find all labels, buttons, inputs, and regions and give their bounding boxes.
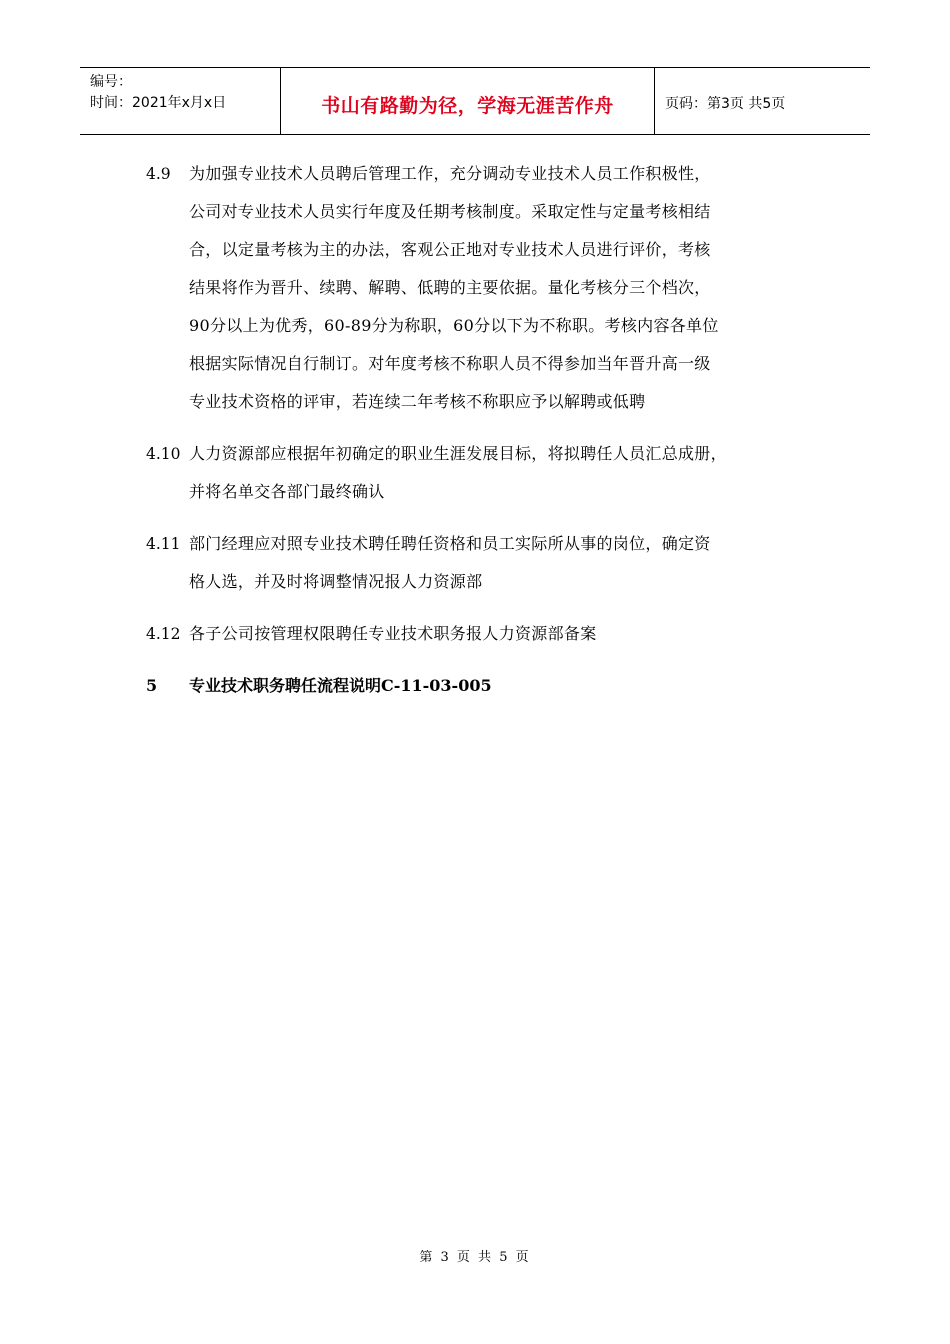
clause-line: 各子公司按管理权限聘任专业技术职务报人力资源部备案	[189, 624, 597, 643]
clause-line: 格人选，并及时将调整情况报人力资源部	[189, 572, 483, 591]
clause-number: 4.11	[146, 535, 181, 553]
document-header	[80, 67, 870, 135]
document-date-label: 时间：2021年x月x日	[90, 95, 227, 111]
section-title: 专业技术职务聘任流程说明C-11-03-005	[189, 676, 492, 695]
clause-text	[189, 155, 826, 421]
clause-line: 合，以定量考核为主的办法，客观公正地对专业技术人员进行评价，考核	[189, 240, 711, 259]
section-number: 5	[146, 676, 158, 695]
clause-4-10	[146, 435, 826, 511]
document-body	[146, 155, 826, 705]
page-footer: 第 3 页 共 5 页	[419, 1250, 531, 1265]
clause-line: 根据实际情况自行制订。对年度考核不称职人员不得参加当年晋升高一级	[189, 354, 711, 373]
clause-line: 90分以上为优秀，60-89分为称职，60分以下为不称职。考核内容各单位	[189, 316, 719, 335]
clause-line: 并将名单交各部门最终确认	[189, 482, 385, 501]
clause-text	[189, 435, 826, 511]
header-page-cell	[655, 68, 870, 134]
header-motto: 书山有路勤为径，学海无涯苦作舟	[321, 94, 614, 117]
clause-4-11	[146, 525, 826, 601]
clause-line: 人力资源部应根据年初确定的职业生涯发展目标，将拟聘任人员汇总成册，	[189, 444, 727, 463]
header-meta-cell	[80, 68, 281, 134]
header-page-info: 页码：第3页 共5页	[665, 96, 786, 112]
clause-line: 部门经理应对照专业技术聘任聘任资格和员工实际所从事的岗位，确定资	[189, 534, 711, 553]
clause-text	[189, 615, 826, 653]
document-number-label: 编号：	[90, 74, 132, 90]
clause-line: 结果将作为晋升、续聘、解聘、低聘的主要依据。量化考核分三个档次，	[189, 278, 711, 297]
header-motto-cell	[281, 68, 655, 134]
clause-4-12	[146, 615, 826, 653]
section-5-heading	[146, 667, 826, 705]
clause-4-9	[146, 155, 826, 421]
clause-line: 为加强专业技术人员聘后管理工作，充分调动专业技术人员工作积极性，	[189, 164, 711, 183]
clause-text	[189, 525, 826, 601]
clause-number: 4.9	[146, 165, 171, 183]
clause-line: 专业技术资格的评审，若连续二年考核不称职应予以解聘或低聘	[189, 392, 646, 411]
clause-number: 4.10	[146, 445, 181, 463]
clause-number: 4.12	[146, 625, 181, 643]
clause-line: 公司对专业技术人员实行年度及任期考核制度。采取定性与定量考核相结	[189, 202, 711, 221]
